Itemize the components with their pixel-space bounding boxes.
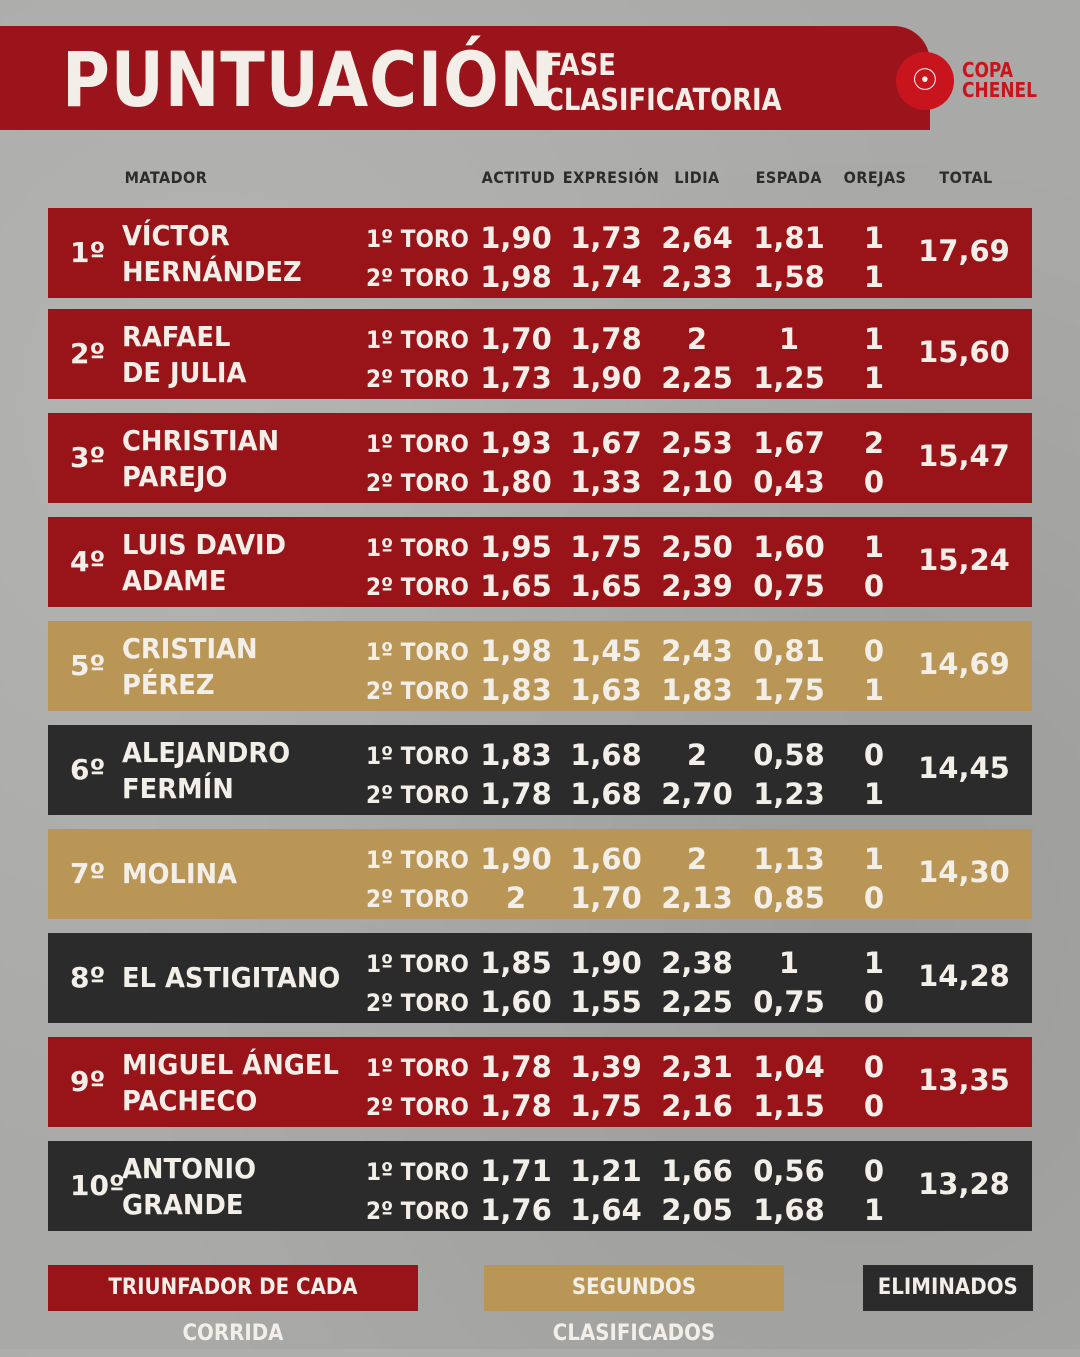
legend-segundos: SEGUNDOS CLASIFICADOS	[484, 1265, 784, 1311]
score-lidia-toro-2: 2,05	[661, 1193, 733, 1227]
score-lidia-toro-2: 1,83	[661, 673, 733, 707]
position-number: 6º	[70, 753, 106, 786]
column-header-matador: MATADOR	[124, 168, 208, 187]
score-orejas-toro-2: 0	[863, 569, 885, 603]
column-header-lidia: LIDIA	[674, 168, 720, 187]
score-actitud-toro-1: 1,78	[480, 1050, 552, 1084]
toro-label-1: 1º TORO	[366, 1054, 469, 1082]
score-espada-toro-2: 0,43	[753, 465, 825, 499]
score-orejas-toro-2: 0	[863, 465, 885, 499]
position-number: 7º	[70, 857, 106, 890]
score-lidia-toro-2: 2,25	[661, 985, 733, 1019]
toro-label-2: 2º TORO	[366, 1197, 469, 1225]
total-score: 14,69	[918, 647, 1010, 681]
score-actitud-toro-2: 1,73	[480, 361, 552, 395]
score-lidia-toro-2: 2,25	[661, 361, 733, 395]
table-row	[48, 829, 1032, 919]
score-espada-toro-2: 0,85	[753, 881, 825, 915]
score-lidia-toro-2: 2,33	[661, 260, 733, 294]
table-row	[48, 309, 1032, 399]
position-number: 5º	[70, 649, 106, 682]
score-expresion-toro-1: 1,45	[570, 634, 642, 668]
table-row	[48, 621, 1032, 711]
matador-name-line-1: VÍCTOR	[122, 219, 230, 252]
toro-label-1: 1º TORO	[366, 534, 469, 562]
matador-name-line-2: HERNÁNDEZ	[122, 255, 302, 288]
matador-name-line-1: ANTONIO	[122, 1152, 257, 1185]
score-orejas-toro-1: 0	[863, 738, 885, 772]
total-score: 15,47	[918, 439, 1010, 473]
score-expresion-toro-2: 1,33	[570, 465, 642, 499]
matador-name	[122, 423, 279, 495]
score-espada-toro-1: 1,13	[753, 842, 825, 876]
score-expresion-toro-1: 1,39	[570, 1050, 642, 1084]
matador-name	[122, 631, 258, 703]
score-orejas-toro-1: 0	[863, 634, 885, 668]
score-expresion-toro-2: 1,74	[570, 260, 642, 294]
matador-name-line-2: FERMÍN	[122, 772, 234, 805]
matador-name-line-2: PÉREZ	[122, 668, 215, 701]
score-espada-toro-2: 1,23	[753, 777, 825, 811]
score-espada-toro-1: 0,58	[753, 738, 825, 772]
table-row	[48, 1141, 1032, 1231]
score-expresion-toro-2: 1,90	[570, 361, 642, 395]
score-lidia-toro-2: 2,16	[661, 1089, 733, 1123]
score-orejas-toro-2: 1	[863, 777, 885, 811]
score-espada-toro-1: 0,56	[753, 1154, 825, 1188]
score-actitud-toro-2: 1,80	[480, 465, 552, 499]
score-orejas-toro-2: 1	[863, 673, 885, 707]
score-expresion-toro-2: 1,63	[570, 673, 642, 707]
score-orejas-toro-1: 1	[863, 946, 885, 980]
toro-label-1: 1º TORO	[366, 326, 469, 354]
score-orejas-toro-2: 1	[863, 260, 885, 294]
score-espada-toro-2: 0,75	[753, 569, 825, 603]
toro-label-1: 1º TORO	[366, 846, 469, 874]
table-row	[48, 413, 1032, 503]
score-actitud-toro-1: 1,90	[480, 842, 552, 876]
score-orejas-toro-2: 1	[863, 361, 885, 395]
toro-label-2: 2º TORO	[366, 573, 469, 601]
score-actitud-toro-2: 1,83	[480, 673, 552, 707]
matador-name-line-1: RAFAEL	[122, 320, 231, 353]
matador-name-line-2: GRANDE	[122, 1188, 244, 1221]
toro-label-2: 2º TORO	[366, 365, 469, 393]
score-orejas-toro-1: 0	[863, 1050, 885, 1084]
score-espada-toro-1: 1	[778, 322, 800, 356]
score-actitud-toro-1: 1,70	[480, 322, 552, 356]
score-espada-toro-2: 1,68	[753, 1193, 825, 1227]
score-lidia-toro-1: 2,31	[661, 1050, 733, 1084]
score-expresion-toro-2: 1,64	[570, 1193, 642, 1227]
matador-name-line-2: PAREJO	[122, 460, 228, 493]
matador-name-line-1: LUIS DAVID	[122, 528, 287, 561]
score-actitud-toro-2: 1,65	[480, 569, 552, 603]
score-expresion-toro-1: 1,21	[570, 1154, 642, 1188]
score-orejas-toro-1: 1	[863, 221, 885, 255]
page-subtitle	[545, 48, 782, 118]
toro-label-2: 2º TORO	[366, 781, 469, 809]
column-header-orejas: OREJAS	[843, 168, 907, 187]
score-lidia-toro-1: 2	[686, 842, 708, 876]
score-orejas-toro-1: 1	[863, 322, 885, 356]
score-espada-toro-1: 1,04	[753, 1050, 825, 1084]
matador-name-line-2: DE JULIA	[122, 356, 247, 389]
score-espada-toro-2: 1,15	[753, 1089, 825, 1123]
legend-triunfador: TRIUNFADOR DE CADA CORRIDA	[48, 1265, 418, 1311]
toro-label-1: 1º TORO	[366, 950, 469, 978]
score-espada-toro-2: 0,75	[753, 985, 825, 1019]
score-lidia-toro-2: 2,39	[661, 569, 733, 603]
total-score: 13,35	[918, 1063, 1010, 1097]
score-expresion-toro-2: 1,75	[570, 1089, 642, 1123]
total-score: 14,28	[918, 959, 1010, 993]
position-number: 3º	[70, 441, 106, 474]
matador-name-line-1: CHRISTIAN	[122, 424, 280, 457]
matador-name	[122, 1047, 339, 1119]
position-number: 4º	[70, 545, 106, 578]
score-lidia-toro-1: 2,50	[661, 530, 733, 564]
matador-name	[122, 1151, 256, 1223]
score-actitud-toro-2: 2	[505, 881, 527, 915]
score-actitud-toro-1: 1,83	[480, 738, 552, 772]
score-espada-toro-2: 1,75	[753, 673, 825, 707]
toro-label-1: 1º TORO	[366, 430, 469, 458]
column-header-expresion: EXPRESIÓN	[562, 168, 660, 187]
matador-name	[122, 735, 290, 807]
score-expresion-toro-1: 1,68	[570, 738, 642, 772]
column-header-total: TOTAL	[939, 168, 993, 187]
score-lidia-toro-1: 2,64	[661, 221, 733, 255]
toro-label-2: 2º TORO	[366, 885, 469, 913]
column-header-espada: ESPADA	[755, 168, 822, 187]
matador-name	[122, 527, 286, 599]
position-number: 9º	[70, 1065, 106, 1098]
total-score: 14,45	[918, 751, 1010, 785]
score-lidia-toro-2: 2,10	[661, 465, 733, 499]
score-expresion-toro-1: 1,67	[570, 426, 642, 460]
score-lidia-toro-1: 1,66	[661, 1154, 733, 1188]
score-actitud-toro-1: 1,71	[480, 1154, 552, 1188]
score-actitud-toro-2: 1,98	[480, 260, 552, 294]
total-score: 17,69	[918, 234, 1010, 268]
total-score: 15,60	[918, 335, 1010, 369]
score-expresion-toro-2: 1,68	[570, 777, 642, 811]
legend-eliminados: ELIMINADOS	[863, 1265, 1033, 1311]
position-number: 8º	[70, 961, 106, 994]
score-expresion-toro-1: 1,75	[570, 530, 642, 564]
score-espada-toro-1: 1,67	[753, 426, 825, 460]
score-espada-toro-1: 1	[778, 946, 800, 980]
score-orejas-toro-2: 0	[863, 881, 885, 915]
score-expresion-toro-1: 1,73	[570, 221, 642, 255]
score-lidia-toro-1: 2	[686, 322, 708, 356]
subtitle-line-1: FASE	[545, 48, 616, 83]
score-actitud-toro-1: 1,95	[480, 530, 552, 564]
score-lidia-toro-1: 2,38	[661, 946, 733, 980]
score-lidia-toro-1: 2,53	[661, 426, 733, 460]
score-actitud-toro-2: 1,76	[480, 1193, 552, 1227]
subtitle-line-2: CLASIFICATORIA	[545, 83, 782, 118]
score-orejas-toro-2: 0	[863, 985, 885, 1019]
table-row	[48, 208, 1032, 298]
toro-label-2: 2º TORO	[366, 469, 469, 497]
position-number: 2º	[70, 337, 106, 370]
logo-text: COPA CHENEL	[962, 58, 1037, 102]
score-expresion-toro-2: 1,70	[570, 881, 642, 915]
score-espada-toro-1: 1,60	[753, 530, 825, 564]
table-row	[48, 517, 1032, 607]
toro-label-2: 2º TORO	[366, 264, 469, 292]
toro-label-2: 2º TORO	[366, 989, 469, 1017]
score-actitud-toro-1: 1,85	[480, 946, 552, 980]
position-number: 10º	[70, 1169, 125, 1202]
score-espada-toro-1: 1,81	[753, 221, 825, 255]
score-expresion-toro-1: 1,60	[570, 842, 642, 876]
score-lidia-toro-1: 2,43	[661, 634, 733, 668]
toro-label-1: 1º TORO	[366, 742, 469, 770]
total-score: 15,24	[918, 543, 1010, 577]
matador-name	[122, 218, 302, 290]
score-expresion-toro-2: 1,65	[570, 569, 642, 603]
matador-name: MOLINA	[122, 857, 238, 890]
score-expresion-toro-2: 1,55	[570, 985, 642, 1019]
score-espada-toro-2: 1,58	[753, 260, 825, 294]
toro-label-2: 2º TORO	[366, 1093, 469, 1121]
score-lidia-toro-2: 2,13	[661, 881, 733, 915]
matador-name-line-2: ADAME	[122, 564, 227, 597]
score-expresion-toro-1: 1,78	[570, 322, 642, 356]
score-actitud-toro-1: 1,98	[480, 634, 552, 668]
score-actitud-toro-2: 1,78	[480, 777, 552, 811]
score-actitud-toro-2: 1,78	[480, 1089, 552, 1123]
toro-label-2: 2º TORO	[366, 677, 469, 705]
matador-name	[122, 319, 246, 391]
score-lidia-toro-1: 2	[686, 738, 708, 772]
matador-name-line-1: CRISTIAN	[122, 632, 258, 665]
toro-label-1: 1º TORO	[366, 638, 469, 666]
score-orejas-toro-1: 1	[863, 530, 885, 564]
score-orejas-toro-2: 1	[863, 1193, 885, 1227]
score-orejas-toro-2: 0	[863, 1089, 885, 1123]
toro-label-1: 1º TORO	[366, 1158, 469, 1186]
table-row	[48, 1037, 1032, 1127]
score-lidia-toro-2: 2,70	[661, 777, 733, 811]
matador-name: EL ASTIGITANO	[122, 961, 341, 994]
matador-name-line-2: PACHECO	[122, 1084, 258, 1117]
score-orejas-toro-1: 2	[863, 426, 885, 460]
bull-head-icon: ☉	[896, 52, 954, 110]
score-expresion-toro-1: 1,90	[570, 946, 642, 980]
score-actitud-toro-1: 1,93	[480, 426, 552, 460]
column-header-actitud: ACTITUD	[481, 168, 556, 187]
score-actitud-toro-2: 1,60	[480, 985, 552, 1019]
total-score: 13,28	[918, 1167, 1010, 1201]
score-actitud-toro-1: 1,90	[480, 221, 552, 255]
position-number: 1º	[70, 236, 106, 269]
score-orejas-toro-1: 1	[863, 842, 885, 876]
matador-name-line-1: MIGUEL ÁNGEL	[122, 1048, 339, 1081]
table-row	[48, 725, 1032, 815]
copa-chenel-logo	[896, 52, 1036, 112]
toro-label-1: 1º TORO	[366, 225, 469, 253]
page-title: PUNTUACIÓN	[62, 35, 556, 124]
score-espada-toro-2: 1,25	[753, 361, 825, 395]
matador-name-line-1: ALEJANDRO	[122, 736, 291, 769]
score-orejas-toro-1: 0	[863, 1154, 885, 1188]
score-espada-toro-1: 0,81	[753, 634, 825, 668]
table-row	[48, 933, 1032, 1023]
total-score: 14,30	[918, 855, 1010, 889]
